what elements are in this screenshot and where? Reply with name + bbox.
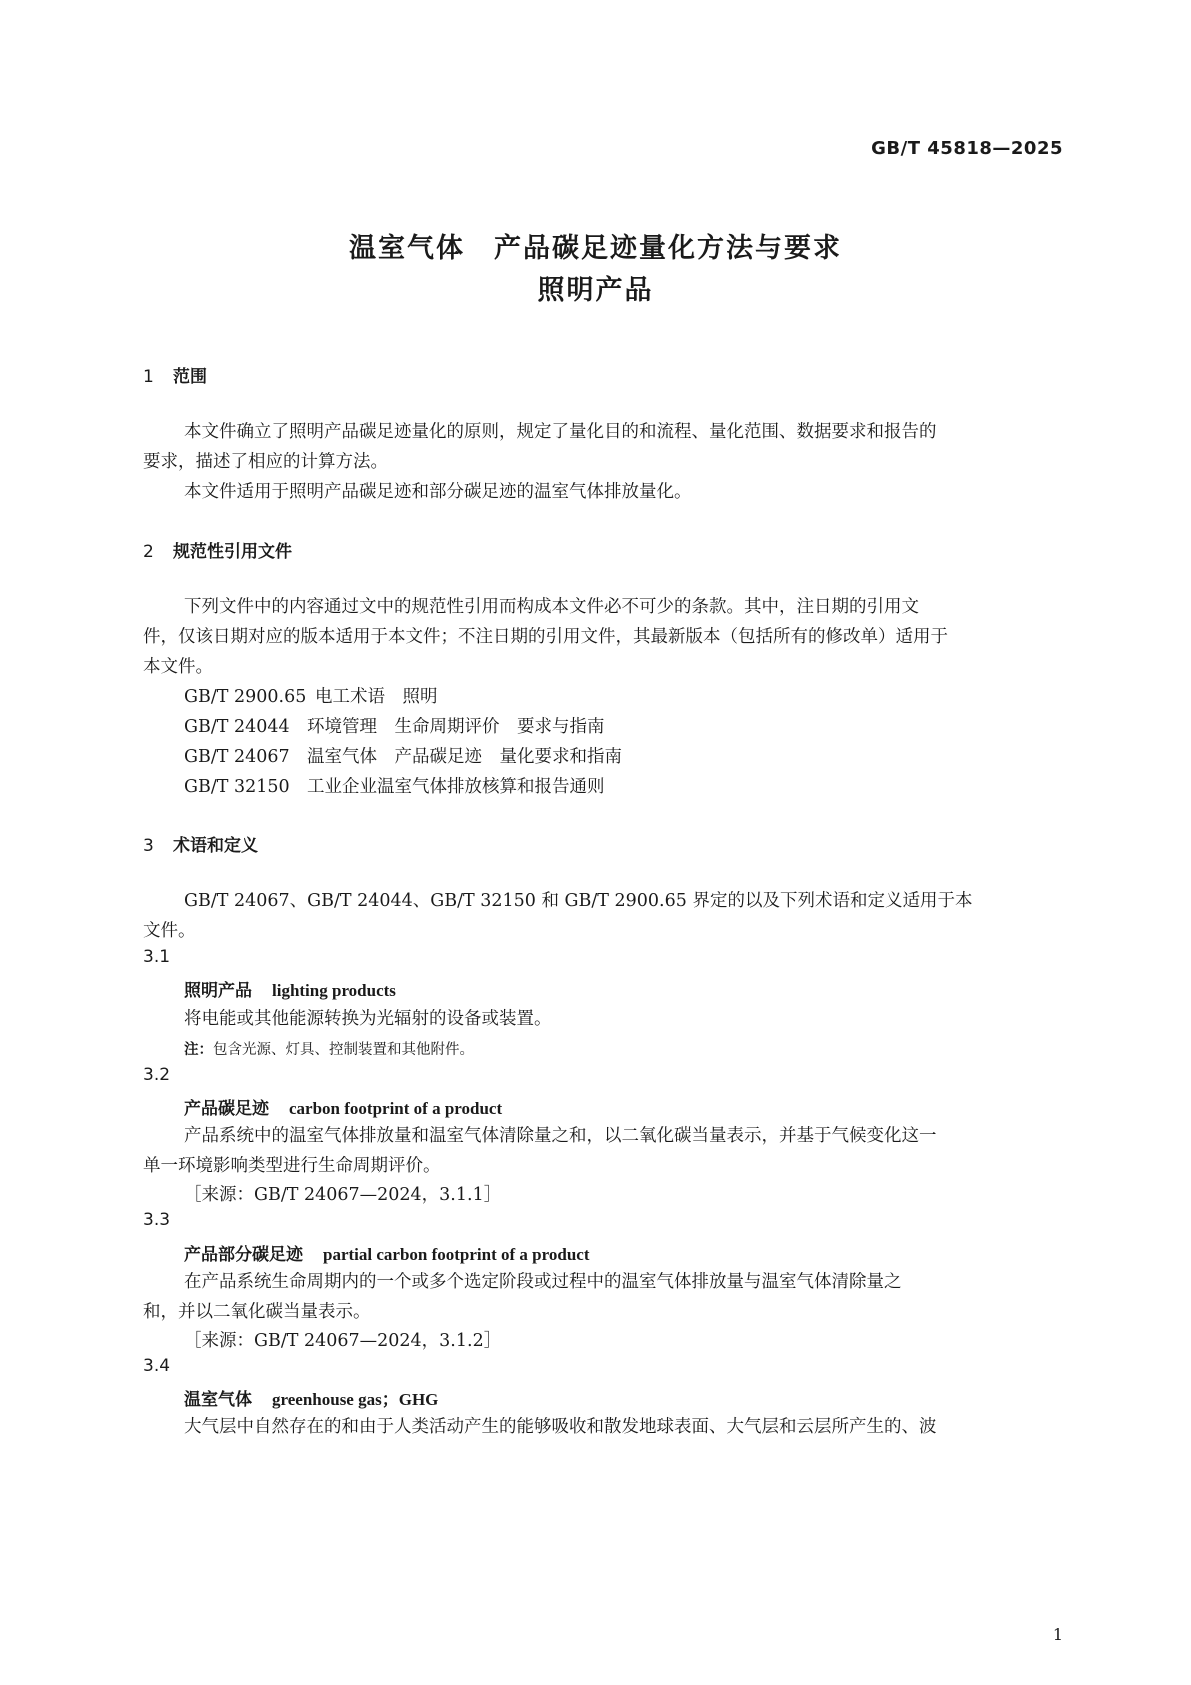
term-heading <box>184 1240 590 1265</box>
section-number: 1 <box>143 367 154 387</box>
paragraph-line: 件，仅该日期对应的版本适用于本文件；不注日期的引用文件，其最新版本（包括所有的修改单）适用于 <box>143 627 948 647</box>
normative-reference <box>184 713 605 738</box>
term-number: 3.2 <box>143 1065 171 1085</box>
reference-code: GB/T 32150 <box>184 777 290 797</box>
term-number: 3.1 <box>143 947 171 967</box>
normative-reference <box>184 683 438 708</box>
term-heading <box>184 1094 502 1119</box>
reference-code: GB/T 24067 <box>184 747 290 767</box>
paragraph-line: 文件。 <box>143 921 196 941</box>
note-text: 包含光源、灯具、控制装置和其他附件。 <box>213 1042 474 1058</box>
term-note <box>184 1038 474 1059</box>
section-3-heading <box>143 831 258 856</box>
term-zh: 产品部分碳足迹 <box>184 1245 303 1265</box>
section-title: 规范性引用文件 <box>173 542 292 562</box>
section-title: 范围 <box>173 367 207 387</box>
term-zh: 温室气体 <box>184 1390 252 1410</box>
document-title-line2: 照明产品 <box>537 275 654 306</box>
term-definition: 单一环境影响类型进行生命周期评价。 <box>143 1156 441 1176</box>
paragraph-line: 要求，描述了相应的计算方法。 <box>143 452 388 472</box>
section-1-heading <box>143 362 207 387</box>
section-number: 2 <box>143 542 154 562</box>
reference-code: GB/T 24044 <box>184 717 290 737</box>
reference-code: GB/T 2900.65 <box>184 687 307 707</box>
term-source: ［来源：GB/T 24067—2024，3.1.1］ <box>184 1185 502 1205</box>
standard-code: GB/T 45818—2025 <box>871 138 1063 159</box>
term-definition: 和，并以二氧化碳当量表示。 <box>143 1302 371 1322</box>
paragraph-line: 下列文件中的内容通过文中的规范性引用而构成本文件必不可少的条款。其中，注日期的引用文 <box>184 597 919 617</box>
term-en: carbon footprint of a product <box>289 1099 503 1118</box>
reference-title: 工业企业温室气体排放核算和报告通则 <box>307 777 605 797</box>
term-zh: 产品碳足迹 <box>184 1099 269 1119</box>
paragraph-line: GB/T 24067、GB/T 24044、GB/T 32150 和 GB/T 2900.65 界定的以及下列术语和定义适用于本 <box>184 891 973 911</box>
term-definition: 产品系统中的温室气体排放量和温室气体清除量之和，以二氧化碳当量表示，并基于气候变化这一 <box>184 1126 937 1146</box>
term-definition: 将电能或其他能源转换为光辐射的设备或装置。 <box>184 1009 552 1029</box>
document-title-line1: 温室气体 产品碳足迹量化方法与要求 <box>349 233 842 264</box>
paragraph-line: 本文件确立了照明产品碳足迹量化的原则，规定了量化目的和流程、量化范围、数据要求和报告的 <box>184 422 937 442</box>
term-heading <box>184 976 396 1001</box>
reference-title: 电工术语 照明 <box>315 687 438 707</box>
term-source: ［来源：GB/T 24067—2024，3.1.2］ <box>184 1331 502 1351</box>
paragraph-line: 本文件。 <box>143 657 213 677</box>
term-number: 3.3 <box>143 1210 171 1230</box>
note-label: 注： <box>184 1042 213 1058</box>
section-2-heading <box>143 537 292 562</box>
section-title: 术语和定义 <box>173 836 258 856</box>
reference-title: 环境管理 生命周期评价 要求与指南 <box>307 717 605 737</box>
term-en: lighting products <box>272 981 396 1000</box>
section-number: 3 <box>143 836 154 856</box>
normative-reference <box>184 743 622 768</box>
term-definition: 在产品系统生命周期内的一个或多个选定阶段或过程中的温室气体排放量与温室气体清除量之 <box>184 1272 902 1292</box>
term-heading <box>184 1385 438 1410</box>
term-number: 3.4 <box>143 1356 171 1376</box>
term-zh: 照明产品 <box>184 981 252 1001</box>
term-definition: 大气层中自然存在的和由于人类活动产生的能够吸收和散发地球表面、大气层和云层所产生的、波 <box>184 1417 937 1437</box>
term-en: greenhouse gas；GHG <box>272 1390 439 1409</box>
term-en: partial carbon footprint of a product <box>323 1245 590 1264</box>
paragraph-line: 本文件适用于照明产品碳足迹和部分碳足迹的温室气体排放量化。 <box>184 482 692 502</box>
normative-reference <box>184 773 605 798</box>
page-number: 1 <box>1052 1625 1063 1644</box>
reference-title: 温室气体 产品碳足迹 量化要求和指南 <box>307 747 622 767</box>
